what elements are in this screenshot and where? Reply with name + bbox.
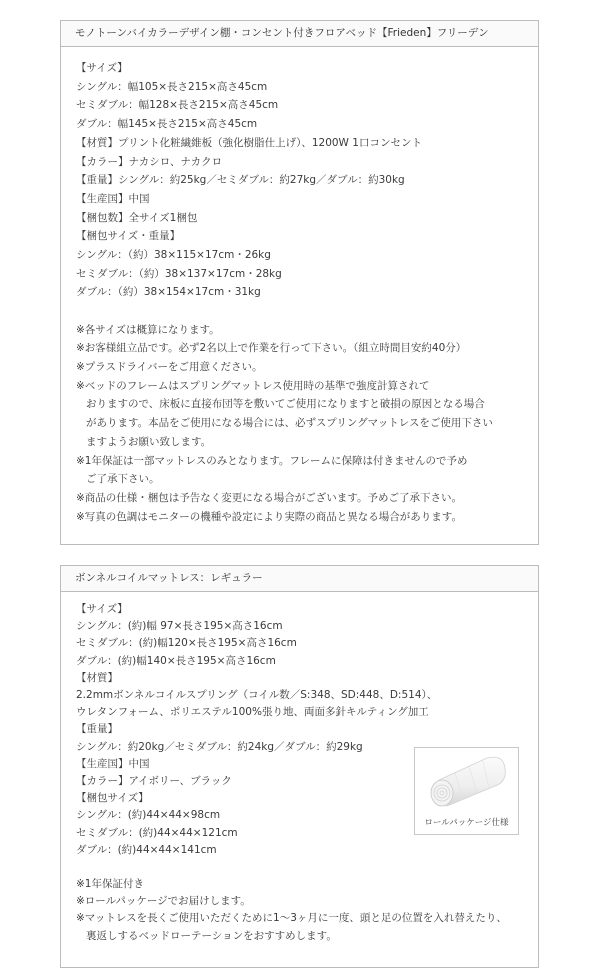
note-line: ますようお願い致します。 — [86, 435, 212, 448]
spec-line: セミダブル：(約)幅120×長さ195×高さ16cm — [76, 637, 297, 650]
spec-line: セミダブル：(約)44×44×121cm — [76, 826, 238, 839]
mattress-spec-box — [60, 565, 539, 968]
note-line: ※1年保証付き — [76, 878, 144, 891]
note-line: ※お客様組立品です。必ず2名以上で作業を行って下さい。（組立時間目安約40分） — [76, 342, 467, 355]
note-line: ※プラスドライバーをご用意ください。 — [76, 361, 263, 374]
roll-package-caption: ロールパッケージ仕様 — [424, 818, 509, 828]
rolled-mattress-icon — [425, 752, 509, 810]
frame-spec-box — [60, 20, 539, 545]
note-line: があります。本品をご使用になる場合には、必ずスプリングマットレスをご使用下さい — [86, 417, 493, 430]
spec-line: 【梱包数】全サイズ1梱包 — [76, 211, 198, 224]
mattress-spec-header: ボンネルコイルマットレス：レギュラー — [61, 566, 538, 592]
spec-line: セミダブル：（約）38×137×17cm・28kg — [76, 267, 282, 280]
spec-line: 【材質】プリント化粧繊維板（強化樹脂仕上げ）、1200W 1口コンセント — [76, 136, 422, 149]
spacer — [76, 302, 538, 321]
frame-spec-body — [61, 47, 538, 526]
spec-line: 【重量】シングル：約25kg／セミダブル：約27kg／ダブル：約30kg — [76, 174, 405, 187]
spec-line: 【カラー】ナカシロ、ナカクロ — [76, 155, 223, 168]
spec-line: セミダブル：幅128×長さ215×高さ45cm — [76, 99, 279, 112]
spec-line: 【生産国】中国 — [76, 757, 150, 770]
spec-line: 【サイズ】 — [76, 62, 128, 74]
note-line: ご了承下さい。 — [86, 473, 160, 486]
note-line: ※商品の仕様・梱包は予告なく変更になる場合がございます。予めご了承下さい。 — [76, 491, 462, 504]
spec-line: 【重量】 — [76, 723, 118, 736]
note-line: ※ベッドのフレームはスプリングマットレス使用時の基準で強度計算されて — [76, 379, 430, 392]
note-line: おりますので、床板に直接布団等を敷いてご使用になりますと破損の原因となる場合 — [86, 398, 485, 411]
spec-line: ダブル：幅145×長さ215×高さ45cm — [76, 118, 258, 131]
spec-line: 【梱包サイズ】 — [76, 792, 149, 805]
note-line: ※マットレスを長くご使用いただくために1～3ヶ月に一度、頭と足の位置を入れ替えたり、 — [76, 912, 507, 925]
spec-line: ダブル：(約)44×44×141cm — [76, 843, 217, 856]
spec-line: 2.2mmボンネルコイルスプリング（コイル数／S:348、SD:448、D:514）、 — [76, 689, 438, 702]
spec-line: 【材質】 — [76, 671, 118, 684]
note-line: ※各サイズは概算になります。 — [76, 323, 220, 336]
spec-line: ウレタンフォーム、ポリエステル100%張り地、両面多針キルティング加工 — [76, 706, 429, 719]
spec-line: シングル：幅105×長さ215×高さ45cm — [76, 80, 268, 93]
note-line: ※1年保証は一部マットレスのみとなります。フレームに保障は付きませんので予め — [76, 454, 468, 467]
note-line: ※ロールパッケージでお届けします。 — [76, 895, 251, 908]
note-line: ※写真の色調はモニターの機種や設定により実際の商品と異なる場合があります。 — [76, 510, 462, 523]
note-line: 裏返しするベッドローテーションをおすすめします。 — [86, 929, 337, 942]
spec-line: 【カラー】アイボリー、ブラック — [76, 775, 232, 788]
spec-line: 【梱包サイズ・重量】 — [76, 230, 181, 243]
spacer — [76, 859, 538, 876]
spec-line: シングル：（約）38×115×17cm・26kg — [76, 249, 271, 262]
spec-line: 【生産国】中国 — [76, 192, 150, 205]
spec-line: シングル：(約)幅 97×長さ195×高さ16cm — [76, 620, 283, 633]
spec-line: シングル：(約)44×44×98cm — [76, 809, 221, 822]
spec-line: シングル：約20kg／セミダブル：約24kg／ダブル：約29kg — [76, 740, 363, 753]
frame-spec-header: モノトーンバイカラーデザイン棚・コンセント付きフロアベッド【Frieden】フリーデン — [61, 21, 538, 47]
spec-line: ダブル：(約)幅140×長さ195×高さ16cm — [76, 654, 276, 667]
spec-line: ダブル：（約）38×154×17cm・31kg — [76, 286, 261, 299]
roll-package-image — [414, 747, 519, 835]
spec-line: 【サイズ】 — [76, 603, 128, 615]
